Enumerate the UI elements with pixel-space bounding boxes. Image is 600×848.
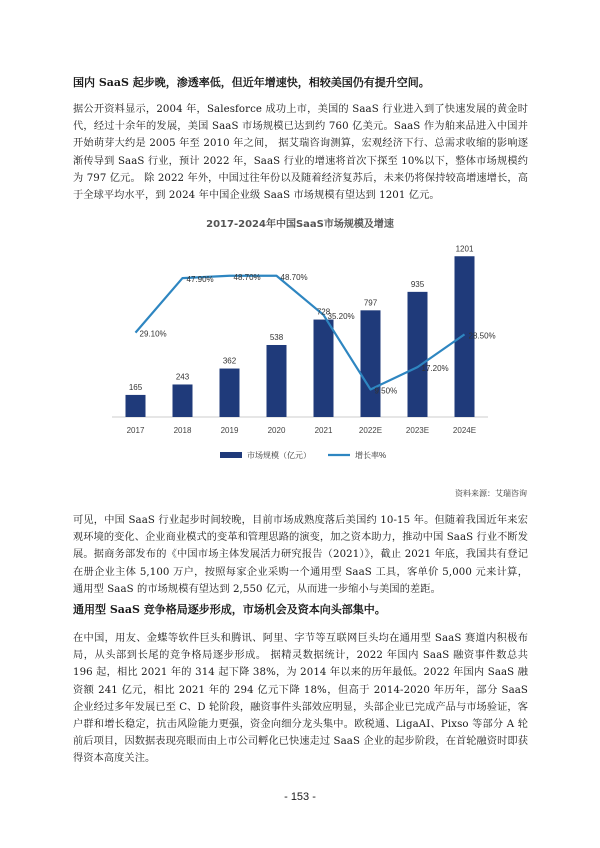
bar-value-label: 165 bbox=[128, 382, 143, 392]
growth-rate-label: 17.20% bbox=[421, 364, 449, 374]
legend-bar-label: 市场规模（亿元） bbox=[247, 451, 311, 460]
bar-value-label: 243 bbox=[175, 372, 190, 382]
growth-rate-label: 47.90% bbox=[186, 275, 214, 285]
bar-2020 bbox=[267, 345, 287, 417]
bar-2017 bbox=[126, 395, 146, 417]
paragraph-3: 在中国，用友、金蝶等软件巨头和腾讯、阿里、字节等互联网巨头均在通用型 SaaS 赛道内积极布局，从头部到长尾的竞争格局逐步形成。 据精灵数据统计，2022 年国内 SaaS 融资事件数总共 196 起，相比 2021 年的 314 起下降 38%，为 2014 年以来的历年最低。2022 年国内 SaaS 融资额 241 亿元，相比 2021 年的 294 亿元下降 18%，但高于 2014-2020 年历年，部分 SaaS 企业经过多年发展已至 C、D 轮阶段，融资事件头部效应明显，头部企业已完成产品与市场验证，客户群和增长稳定，抗击风险能力更强，资金向细分龙头集中。欧税通、LigaAI、Pixso 等部分 A 轮前后项目，因数据表现亮眼而由上市公司孵化已快速走过 SaaS 企业的起步阶段，在首轮融资时即获得资本高度关注。 bbox=[73, 633, 528, 765]
x-tick-label: 2024E bbox=[452, 426, 477, 435]
x-tick-label: 2019 bbox=[220, 426, 239, 435]
x-tick-label: 2023E bbox=[405, 426, 430, 435]
growth-rate-label: 9.50% bbox=[374, 386, 398, 396]
legend-bar-swatch bbox=[220, 452, 242, 458]
x-tick-label: 2020 bbox=[267, 426, 286, 435]
growth-rate-label: 29.10% bbox=[139, 329, 167, 339]
bar-2019 bbox=[220, 369, 240, 417]
section-heading-1: 国内 SaaS 起步晚，渗透率低，但近年增速快，相较美国仍有提升空间。 bbox=[73, 76, 430, 89]
bar-2018 bbox=[173, 384, 193, 417]
bar-value-label: 538 bbox=[269, 332, 284, 342]
growth-rate-label: 28.50% bbox=[468, 331, 496, 341]
x-tick-label: 2018 bbox=[173, 426, 192, 435]
growth-rate-label: 35.20% bbox=[327, 311, 355, 321]
paragraph-2: 可见，中国 SaaS 行业起步时间较晚，目前市场成熟度落后美国约 10-15 年。但随着我国近年来宏观环境的变化、企业商业模式的变革和管理思路的演变，加之资本助力，推动中国 SaaS 行业不断发展。据商务部发布的《中国市场主体发展活力研究报告（2021）》，截止 2021 年底，我国共有登记在册企业主体 5,100 万户，按照每家企业采购一个通用型 SaaS 工具，客单价 5,000 元来计算，通用型 SaaS 的市场规模有望达到 2,550 亿元，从而进一步缩小与美国的差距。 bbox=[73, 515, 528, 595]
x-tick-label: 2022E bbox=[358, 426, 383, 435]
bar-2022E bbox=[361, 310, 381, 417]
bar-value-label: 935 bbox=[410, 279, 425, 289]
chart-title: 2017-2024年中国SaaS市场规模及增速 bbox=[206, 219, 394, 230]
bar-value-label: 728 bbox=[316, 307, 331, 317]
saas-market-chart bbox=[100, 235, 500, 475]
bar-value-label: 362 bbox=[222, 356, 237, 366]
bar-value-label: 1201 bbox=[455, 244, 474, 254]
chart-legend bbox=[220, 450, 386, 460]
section-heading-2: 通用型 SaaS 竞争格局逐步形成，市场机会及资本向头部集中。 bbox=[73, 603, 386, 616]
legend-line-label: 增长率% bbox=[355, 451, 387, 460]
x-tick-label: 2021 bbox=[314, 426, 333, 435]
paragraph-1: 据公开资料显示，2004 年，Salesforce 成功上市，美国的 SaaS 行业进入到了快速发展的黄金时代，经过十余年的发展，美国 SaaS 市场规模已达到约 760 亿美元。SaaS 作为舶来品进入中国并开始萌芽大约是 2005 年至 2010 年之间， 据艾瑞咨询测算，宏观经济下行、总需求收缩的影响逐渐传导到 SaaS 行业，预计 2022 年，SaaS 行业的增速将首次下探至 10%以下，整体市场规模约为 797 亿元。 除 2022 年外，中国过往年份以及随着经济复苏后，未来仍将保持较高增速增长，高于全球平均水平，到 2024 年中国企业级 SaaS 市场规模有望达到 1201 亿元。 bbox=[73, 104, 528, 202]
page-number: - 153 - bbox=[284, 791, 316, 803]
source-note: 资料来源：艾瑞咨询 bbox=[455, 489, 527, 498]
growth-rate-label: 48.70% bbox=[233, 272, 261, 282]
x-tick-label: 2017 bbox=[126, 426, 145, 435]
bar-2021 bbox=[314, 320, 334, 417]
bar-value-label: 797 bbox=[363, 298, 378, 308]
bar-2023E bbox=[408, 292, 428, 417]
growth-rate-label: 48.70% bbox=[280, 272, 308, 282]
